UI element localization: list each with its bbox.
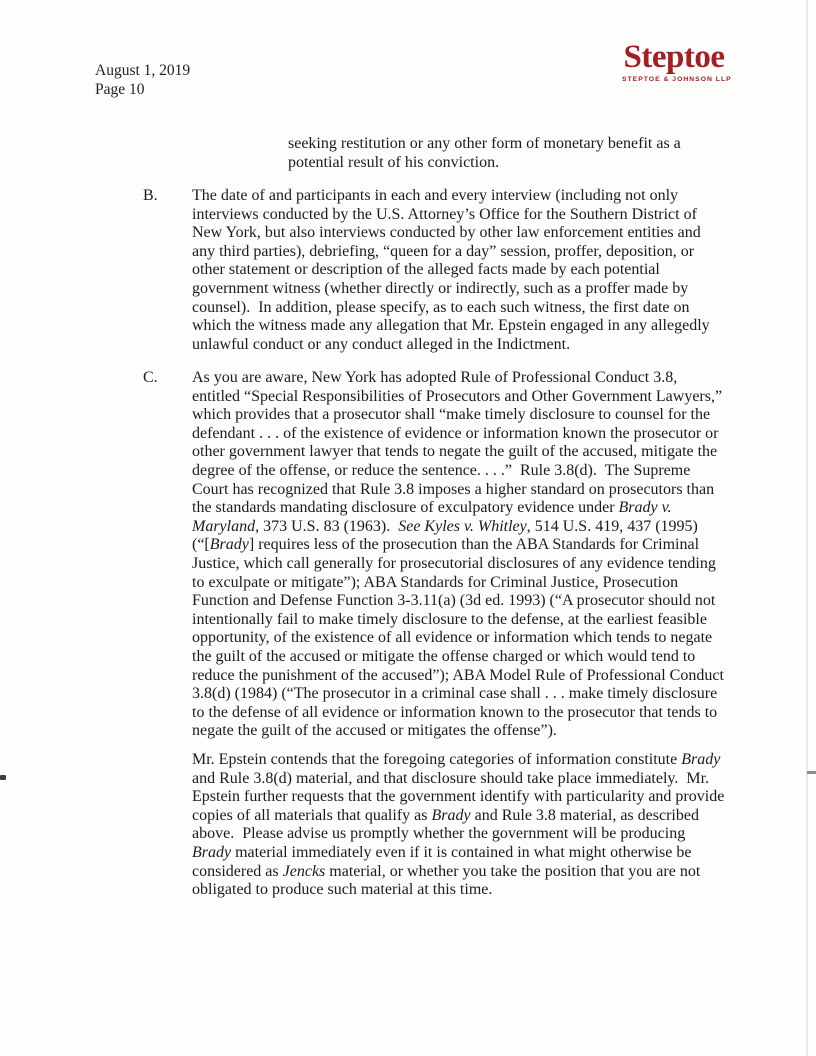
section-c-paragraph: As you are aware, New York has adopted Rule of Professional Conduct 3.8, entitled “Special Responsibilities of Prosecutors and Other Government Lawyers,” which provides that a prosecutor shall “make timely disclosure to counsel for the defendant . . . of the existence of evidence or information known the prosecutor or other government lawyer that tends to negate the guilt of the accused, mitigate the degree of the offense, or reduce the sentence. . . .” Rule 3.8(d). The Supreme Court has recognized that Rule 3.8 imposes a higher standard on prosecutors than the standards mandating disclosure of exculpatory evidence under Brady v. Maryland, 373 U.S. 83 (1963). See Kyles v. Whitley, 514 U.S. 419, 437 (1995) (“[Brady] requires less of the prosecution than the ABA Standards for Criminal Justice, which call generally for prosecutorial disclosures of any evidence tending to exculpate or mitigate”); ABA Standards for Criminal Justice, Prosecution Function and Defense Function 3-3.11(a) (3d ed. 1993) (“A prosecutor should not intentionally fail to make timely disclosure to the defense, at the earliest feasible opportunity, of the existence of all evidence or information which tends to negate the guilt of the accused or mitigate the offense charged or which would tend to reduce the punishment of the accused”); ABA Model Rule of Professional Conduct 3.8(d) (1984) (“The prosecutor in a criminal case shall . . . make timely disclosure to the defense of all evidence or information known to the prosecutor that tends to negate the guilt of the accused or mitigates the offense”). (192, 369, 728, 740)
scan-artifact-left-dash (0, 775, 6, 780)
steptoe-logo (622, 39, 732, 83)
scan-artifact-vertical-line (806, 0, 808, 1056)
date-line: August 1, 2019 (95, 62, 191, 79)
steptoe-wordmark: Steptoe (623, 39, 725, 75)
carryover-paragraph: seeking restitution or any other form of monetary benefit as a potential result of his conviction. (288, 135, 685, 171)
steptoe-logo-subtext: STEPTOE & JOHNSON LLP (622, 76, 732, 83)
letter-header (95, 61, 190, 99)
section-label-b: B. (143, 187, 158, 204)
section-b-paragraph: The date of and participants in each and every interview (including not only interviews conducted by the U.S. Attorney’s Office for the Southern District of New York, but also interviews conducted by other law enforcement entities and any third parties), debriefing, “queen for a day” session, proffer, deposition, or other statement or description of the alleged facts made by each potential government witness (whether directly or indirectly, such as a proffer made by counsel). In addition, please specify, as to each such witness, the first date on which the witness made any allegation that Mr. Epstein engaged in any allegedly unlawful conduct or any conduct alleged in the Indictment. (192, 187, 714, 353)
scan-artifact-right-dash (807, 771, 816, 774)
closing-paragraph: Mr. Epstein contends that the foregoing categories of information constitute Brady and Rule 3.8(d) material, and that disclosure should take place immediately. Mr. Epstein further requests that the government identify with particularity and provide copies of all materials that qualify as Brady and Rule 3.8 material, as described above. Please advise us promptly whether the government will be producing Brady material immediately even if it is contained in what might otherwise be considered as Jencks material, or whether you take the position that you are not obligated to produce such material at this time. (192, 751, 729, 899)
page-number-line: Page 10 (95, 81, 145, 98)
section-label-c: C. (143, 369, 158, 386)
